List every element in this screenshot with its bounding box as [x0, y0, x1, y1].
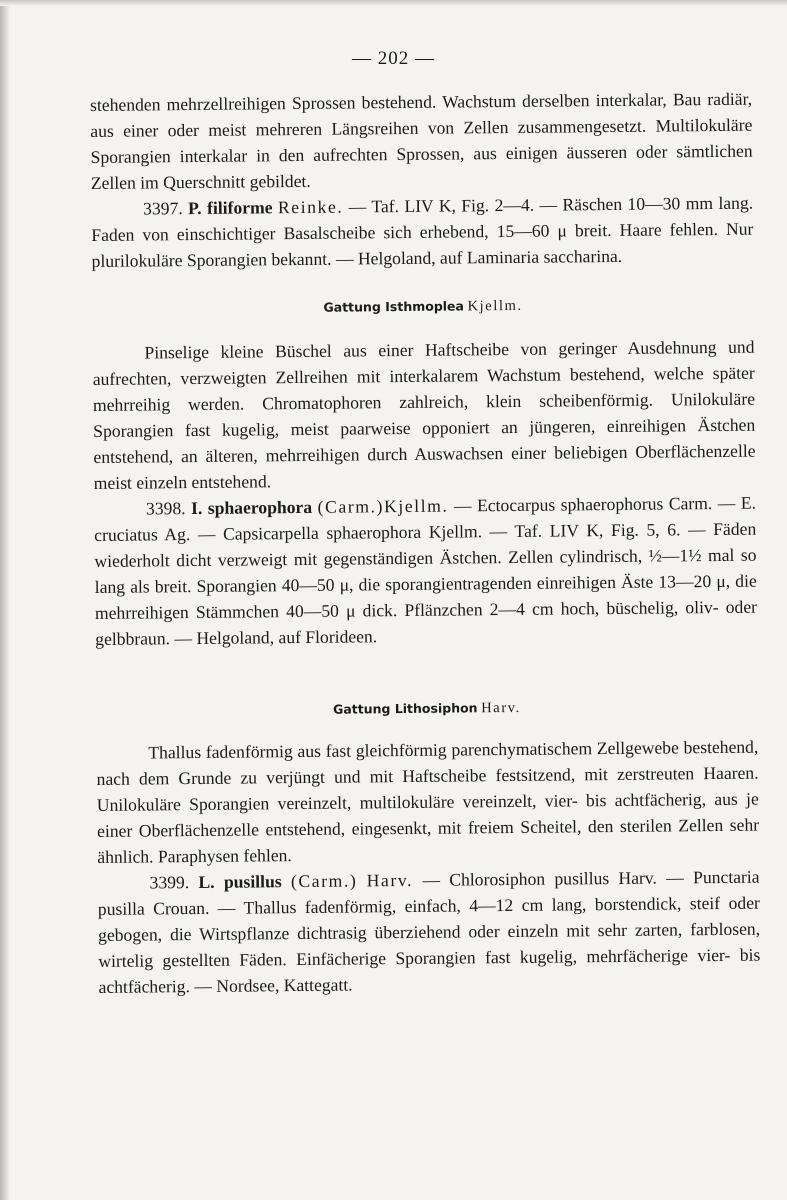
- species-entry-3399: [97, 864, 760, 1000]
- species-number: 3399.: [149, 872, 190, 893]
- species-author: Harv.: [366, 869, 414, 891]
- species-author-parenthetical: (Carm.): [317, 496, 385, 517]
- species-entry-3398: [94, 490, 757, 652]
- continued-paragraph: stehenden mehrzellreihigen Sprossen bestehend. Wachstum derselben interkalar, Bau radiär, aus einer oder meist mehreren Längsreihen von Zellen zusammengesetzt. Multilokuläre Sporangien interkalar in den aufrechten Sprossen, aus einigen äusseren oder sämtlichen Zellen im Querschnitt gebildet.: [90, 88, 753, 193]
- genus-heading-lithosiphon: [96, 696, 758, 722]
- genus-author: Harv.: [481, 699, 521, 717]
- page-number: — 202 —: [352, 48, 435, 69]
- species-author-parenthetical: (Carm.): [290, 870, 358, 892]
- species-description: — Taf. LIV K, Fig. 2—4. — Räschen 10—30 mm lang. Faden von einschichtiger Basalscheibe sich erhebend, 15—60 μ breit. Haare fehlen. Nur plurilokuläre Sporangien bekannt. — Helgoland, auf Laminaria saccharina.: [91, 192, 754, 271]
- species-author: Reinke.: [277, 196, 344, 218]
- species-number: 3398.: [145, 498, 186, 519]
- species-entry-3397: [91, 190, 754, 274]
- species-number: 3397.: [143, 198, 183, 219]
- species-author: Kjellm.: [383, 495, 449, 517]
- species-name: L. pusillus: [198, 871, 282, 892]
- genus-description-isthmoplea: Pinselige kleine Büschel aus einer Haftscheibe von geringer Ausdehnung und aufrechten, verzweigten Zellreihen mit interkalarem Wachstum bestehend, welche später mehrreihig werden. Chromatophoren zahlreich, klein scheibenförmig. Unilokuläre Sporangien fast kugelig, meist paarweise opponiert an jüngeren, einreihigen Ästchen entstehend, an älteren, mehrreihigen durch Auswachsen einer beliebigen Oberflächenzelle meist einzeln entstehend.: [92, 336, 756, 493]
- page-top-shadow: [0, 0, 787, 6]
- species-name: I. sphaerophora: [190, 496, 313, 519]
- species-name: P. filiforme: [188, 197, 273, 219]
- genus-author: Kjellm.: [467, 297, 523, 315]
- species-description: — Ectocarpus sphaerophorus Carm. — E. cruciatus Ag. — Capsicarpella sphaerophora Kjellm. — Taf. LIV K, Fig. 5, 6. — Fäden wiederholt dicht verzweigt mit gegenständigen Ästchen. Zellen cylindrisch, ½—1½ mal so lang als breit. Sporangien 40—50 μ, die sporangientragenden einreihigen Äste 13—20 μ, die mehrreihigen Stämmchen 40—50 μ dick. Pflänzchen 2—4 cm hoch, büschelig, oliv- oder gelbbraun. — Helgoland, auf Florideen.: [94, 492, 758, 649]
- genus-heading-isthmoplea: [92, 294, 754, 320]
- genus-name: Gattung Isthmoplea: [323, 298, 465, 315]
- genus-description-lithosiphon: Thallus fadenförmig aus fast gleichförmig parenchymatischem Zellgewebe bestehend, nach dem Grunde zu verjüngt und mit Haftscheibe festsitzend, mit zerstreuten Haaren. Unilokuläre Sporangien vereinzelt, multilokuläre vereinzelt, vier- bis achtfächerig, aus je einer Oberflächenzelle entstehend, eingesenkt, mit freiem Scheitel, den sterilen Zellen sehr ähnlich. Paraphysen fehlen.: [96, 736, 760, 867]
- genus-name: Gattung Lithosiphon: [332, 700, 478, 717]
- page-body: [90, 86, 761, 1000]
- page-edge-shadow: [0, 0, 10, 1200]
- species-description: — Chlorosiphon pusillus Harv. — Punctaria pusilla Crouan. — Thallus fadenförmig, einfach, 4—12 cm lang, borstendick, steif oder gebogen, die Wirtspflanze dichtrasig überziehend oder einzeln mit sehr zarten, farblosen, wirtelig gestellten Fäden. Einfächerige Sporangien fast kugelig, mehrfächerige vier- bis achtfächerig. — Nordsee, Kattegatt.: [97, 866, 761, 997]
